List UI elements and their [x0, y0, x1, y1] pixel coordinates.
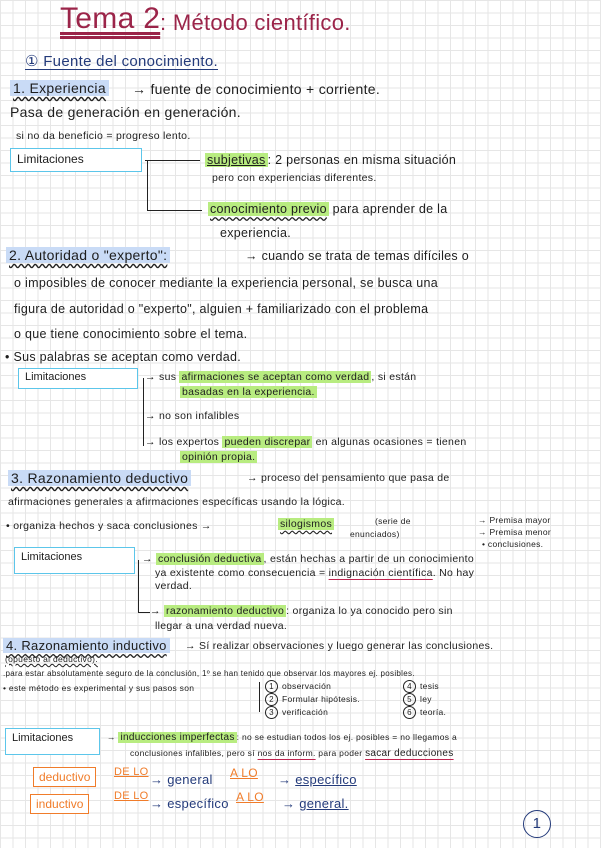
autoridad-l3-pre: → los expertos	[145, 436, 220, 448]
deductivo-box: deductivo	[33, 767, 96, 787]
premisa-mayor: → Premisa mayor	[478, 515, 551, 525]
premisa-menor: → Premisa menor	[478, 527, 551, 537]
sacar-deducciones: sacar deducciones	[365, 748, 454, 759]
conclusion-deductiva-text: , están hechas a partir de un conocimiento	[263, 553, 474, 565]
autoridad-l3-rest: en algunas ocasiones = tienen	[315, 436, 467, 448]
deductivo-bullet: • organiza hechos y saca conclusiones →	[6, 520, 212, 532]
inducciones-imperfectas-highlight: inducciones imperfectas	[120, 732, 235, 743]
autoridad-l1-highlight: afirmaciones se aceptan como verdad	[181, 371, 370, 383]
limitaciones-box: Limitaciones	[14, 547, 135, 574]
indignacion-cientifica: indignación científica	[328, 567, 433, 579]
limitaciones-box: Limitaciones	[18, 368, 138, 389]
heading-autoridad: 2. Autoridad o "experto":	[6, 247, 170, 263]
step-label: observación	[282, 681, 332, 691]
especifico-text: específico	[167, 796, 229, 811]
a-lo-label: A LO	[236, 790, 264, 804]
enunciados-text: enunciados)	[350, 529, 400, 539]
deductivo-def: → proceso del pensamiento que pasa de	[247, 472, 450, 484]
conocimiento-previo-text: para aprender de la	[332, 202, 448, 216]
inductivo-box: inductivo	[30, 794, 89, 814]
section-heading: ① Fuente del conocimiento.	[25, 53, 219, 70]
conclusion-deductiva-highlight: conclusión deductiva	[158, 553, 262, 565]
step-number: 1	[265, 680, 278, 693]
deductivo-line2: afirmaciones generales a afirmaciones específicas usando la lógica.	[8, 496, 346, 508]
page-number: 1	[523, 810, 551, 838]
razonamiento-deductivo-highlight: razonamiento deductivo	[166, 605, 285, 617]
inducciones-text: : no se estudian todos los ej. posibles = no llegamos a	[236, 732, 458, 742]
step-number: 3	[265, 706, 278, 719]
autoridad-l3-highlight: pueden discrepar	[224, 436, 311, 448]
heading-experiencia: 1. Experiencia	[10, 80, 109, 96]
autoridad-line4: o que tiene conocimiento sobre el tema.	[14, 327, 248, 341]
limitaciones-box: Limitaciones	[10, 148, 142, 172]
deductivo-l1-line2c: . No hay	[432, 567, 475, 579]
serie-text: (serie de	[375, 516, 411, 526]
conocimiento-previo-highlight: conocimiento previo	[210, 202, 327, 216]
autoridad-line2: o imposibles de conocer mediante la experiencia personal, se busca una	[14, 276, 439, 290]
experiencia-def: → fuente de conocimiento + corriente.	[132, 81, 381, 97]
premisa-conclusiones: • conclusiones.	[482, 539, 544, 549]
autoridad-bullet: • Sus palabras se aceptan como verdad.	[5, 350, 242, 364]
step-label: Formular hipótesis.	[282, 694, 360, 704]
step-label: tesis	[420, 681, 439, 691]
step-number: 5	[403, 693, 416, 706]
step-number: 6	[403, 706, 416, 719]
experiencia-line2: Pasa de generación en generación.	[10, 104, 241, 120]
inductivo-def: → Sí realizar observaciones y luego generar las conclusiones.	[185, 640, 494, 652]
page-title: Tema 2	[60, 2, 161, 35]
inductivo-l1-line2c: para poder	[318, 748, 363, 758]
step-label: teoría.	[420, 707, 447, 717]
nos-da-inform: nos da inform.	[257, 748, 316, 758]
inductivo-note: .para estar absolutamente seguro de la conclusión, 1º se han tenido que observar los mayores ej. posibles.	[3, 669, 415, 678]
razonamiento-deductivo-text: : organiza lo ya conocido pero sin	[286, 605, 453, 617]
deductivo-l2-line2: llegar a una verdad nueva.	[155, 620, 288, 632]
autoridad-l1-rest: , si están	[371, 371, 417, 383]
deductivo-l1-line3: verdad.	[155, 580, 193, 592]
conocimiento-previo-line2: experiencia.	[220, 226, 292, 240]
subjetivas-line2: pero con experiencias diferentes.	[212, 172, 377, 184]
experiencia-note: si no da beneficio = progreso lento.	[16, 130, 191, 142]
a-lo-label: A LO	[230, 766, 258, 780]
inductivo-opuesto: (opuesto al deductivo).	[5, 654, 98, 664]
autoridad-l2: → no son infalibles	[145, 410, 240, 422]
step-label: ley	[420, 694, 432, 704]
general-text: general	[167, 772, 213, 787]
step-label: verificación	[282, 707, 329, 717]
inductivo-l1-line2a: conclusiones infalibles, pero sí	[130, 748, 255, 758]
step-number: 2	[265, 693, 278, 706]
deductivo-l1-line2a: ya existente como consecuencia =	[155, 567, 326, 579]
especifico-text: específico	[295, 772, 357, 787]
autoridad-line3: figura de autoridad o "experto", alguien + familiarizado con el problema	[14, 302, 429, 316]
autoridad-l1-pre: → sus	[145, 371, 177, 383]
de-lo-label: DE LO	[114, 766, 149, 778]
general-text: general.	[299, 796, 349, 811]
heading-inductivo: 4. Razonamiento inductivo	[3, 638, 170, 653]
subjetivas-text: : 2 personas en misma situación	[267, 153, 457, 167]
step-number: 4	[403, 680, 416, 693]
silogismos-highlight: silogismos	[280, 518, 333, 530]
autoridad-l1-line2: basadas en la experiencia.	[182, 386, 315, 398]
inductivo-bullet: • este método es experimental y sus pasos son	[3, 683, 195, 693]
heading-deductivo: 3. Razonamiento deductivo	[8, 470, 191, 486]
page-subtitle: : Método científico.	[160, 10, 351, 35]
autoridad-def: → cuando se trata de temas difíciles o	[245, 249, 470, 263]
de-lo-label: DE LO	[114, 790, 149, 802]
limitaciones-box: Limitaciones	[5, 728, 100, 755]
subjetivas-highlight: subjetivas	[207, 153, 266, 167]
autoridad-l3-line2: opinión propia.	[182, 451, 256, 463]
